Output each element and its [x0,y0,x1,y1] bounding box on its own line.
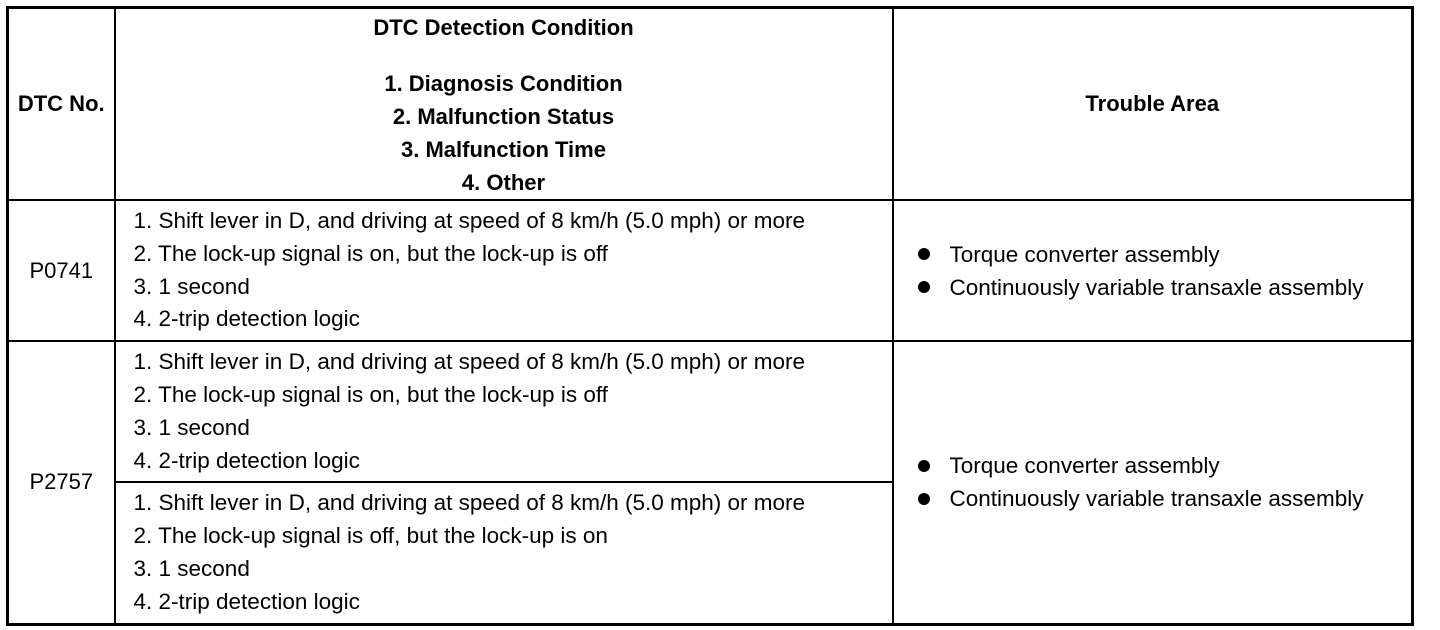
condition-line: 1. Shift lever in D, and driving at speed of 8 km/h (5.0 mph) or more [133,208,806,233]
trouble-area-item [918,271,1412,304]
detection-condition-cell [115,341,893,482]
condition-line: 1. Shift lever in D, and driving at speed of 8 km/h (5.0 mph) or more [133,490,806,516]
header-detection-condition [115,8,893,201]
condition-line: 4. 2-trip detection logic [133,306,360,332]
trouble-area-cell [893,341,1413,624]
header-condition-item: 1. Diagnosis Condition [384,71,623,96]
header-condition-list [116,67,892,199]
header-dtc-no: DTC No. [8,8,115,201]
condition-line: 3. 1 second [133,273,250,299]
condition-line: 4. 2-trip detection logic [133,447,360,473]
table-row [8,341,1413,482]
condition-line: 3. 1 second [133,555,250,581]
detection-condition-cell [115,200,893,341]
condition-line: 2. The lock-up signal is on, but the lock-up is off [133,381,608,407]
bullet-icon [918,493,930,505]
header-trouble-area: Trouble Area [893,8,1413,201]
trouble-area-text: Continuously variable transaxle assembly [949,274,1364,300]
trouble-area-text: Torque converter assembly [949,241,1220,267]
condition-line: 3. 1 second [133,414,250,440]
condition-line: 1. Shift lever in D, and driving at speed of 8 km/h (5.0 mph) or more [133,349,806,375]
header-condition-item: 2. Malfunction Status [392,104,615,129]
header-condition-item: 4. Other [461,170,546,195]
table-header-row [8,8,1413,201]
condition-line: 2. The lock-up signal is on, but the lock-up is off [133,240,608,266]
header-condition-item: 3. Malfunction Time [401,137,606,162]
trouble-area-text: Torque converter assembly [949,453,1220,479]
bullet-icon [918,248,930,260]
dtc-table-wrapper [6,6,1414,626]
bullet-icon [918,281,930,293]
bullet-icon [918,460,930,472]
condition-line: 4. 2-trip detection logic [133,588,360,614]
dtc-code: P0741 [8,200,115,341]
table-row [8,200,1413,341]
trouble-area-cell [893,200,1413,341]
trouble-area-item [918,482,1412,515]
header-condition-title: DTC Detection Condition [373,15,634,40]
detection-condition-cell [115,482,893,624]
dtc-code: P2757 [8,341,115,624]
dtc-table [6,6,1414,626]
trouble-area-text: Continuously variable transaxle assembly [949,486,1364,512]
trouble-area-item [918,449,1412,482]
trouble-area-item [918,238,1412,271]
condition-line: 2. The lock-up signal is off, but the lock-up is on [133,523,608,549]
